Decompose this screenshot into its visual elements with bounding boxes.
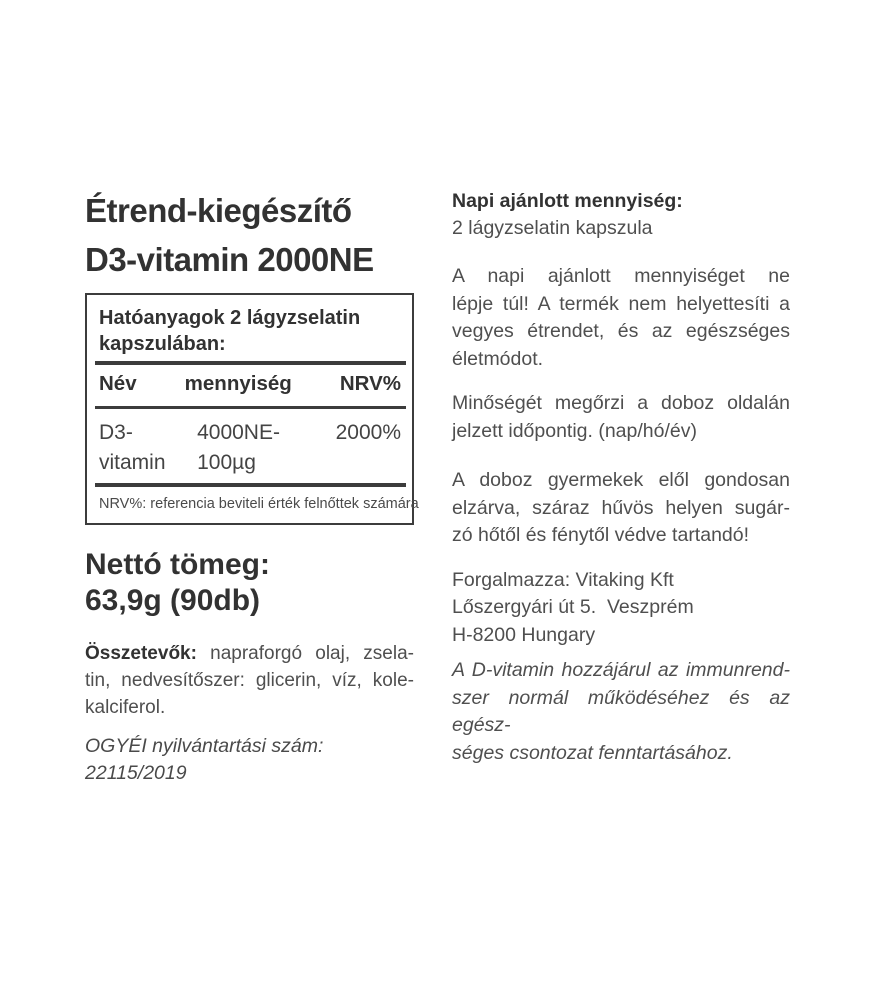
table-title-line2: kapszulában: (99, 333, 226, 355)
distributor-address (452, 567, 790, 650)
ingredients-paragraph (85, 640, 414, 721)
column-header-quantity: mennyiség (184, 372, 292, 395)
product-name-line: D3-vitamin 2000NE (85, 241, 374, 278)
quality-line1: Minőségét megőrzi a doboz oldalán (452, 392, 790, 414)
table-footnote: NRV%: referencia beviteli érték felnőttek számára (99, 496, 419, 512)
table-title-line1: Hatóanyagok 2 lágyzselatin (99, 307, 361, 329)
health-claim-line1: A D-vitamin hozzájárul az immunrend- (452, 659, 790, 681)
ingredients-line2: tin, nedvesítőszer: glicerin, víz, kole- (85, 670, 414, 691)
storage-line2: elzárva, száraz hűvös helyen sugár- (452, 496, 790, 519)
table-rule-middle (95, 406, 406, 409)
daily-dosage-value: 2 lágyzselatin kapszula (452, 217, 653, 239)
warning-line4: életmódot. (452, 347, 544, 370)
table-rule-bottom (95, 483, 406, 487)
column-header-nrv: NRV% (339, 372, 401, 395)
column-header-name: Név (99, 372, 137, 395)
distributor-line2: Lőszergyári út 5. Veszprém (452, 596, 694, 618)
quality-paragraph (452, 390, 790, 445)
right-column (452, 188, 790, 767)
ingredients-line1-rest: napraforgó olaj, zsela- (196, 643, 414, 664)
storage-paragraph (452, 467, 790, 550)
product-title (85, 186, 414, 284)
net-weight (85, 547, 414, 619)
ingredients-label: Összetevők: (85, 643, 197, 664)
product-category-line: Étrend-kiegészítő (85, 192, 352, 229)
table-column-headers (99, 371, 401, 397)
health-claim-line2: szer normál működéséhez és az egész- (452, 686, 790, 736)
quality-line2: jelzett időpontig. (nap/hó/év) (452, 419, 697, 442)
net-weight-label: Nettó tömeg: (85, 548, 270, 581)
distributor-line3: H-8200 Hungary (452, 623, 596, 646)
cell-nrv: 2000% (335, 421, 401, 444)
health-claim-line3: séges csontozat fenntartásához. (452, 741, 733, 764)
daily-dosage-label: Napi ajánlott mennyiség: (452, 190, 683, 212)
warning-line3: vegyes étrendet, és az egészséges (452, 320, 790, 342)
table-row-d3-vitamin (99, 418, 401, 478)
table-title (99, 305, 401, 357)
distributor-line1: Forgalmazza: Vitaking Kft (452, 568, 674, 591)
warning-paragraph (452, 263, 790, 373)
storage-line1: A doboz gyermekek elől gondosan (452, 469, 790, 491)
ingredients-line1 (85, 640, 414, 667)
warning-line1: A napi ajánlott mennyiséget ne (452, 265, 790, 287)
registration-number: OGYÉI nyilvántartási szám: 22115/2019 (85, 735, 324, 784)
left-column (85, 186, 419, 787)
cell-quantity: 4000NE-100µg (197, 421, 280, 474)
table-rule-top (95, 361, 406, 365)
health-claim-paragraph (452, 657, 790, 767)
net-weight-value: 63,9g (90db) (85, 584, 261, 617)
active-ingredients-table (85, 293, 419, 525)
cell-name: D3-vitamin (99, 421, 166, 474)
daily-dosage (452, 188, 790, 242)
storage-line3: zó hőtől és fénytől védve tartandó! (452, 524, 750, 546)
warning-line2: lépje túl! A termék nem helyettesíti a (452, 292, 790, 315)
ingredients-line3: kalciferol. (85, 697, 166, 718)
